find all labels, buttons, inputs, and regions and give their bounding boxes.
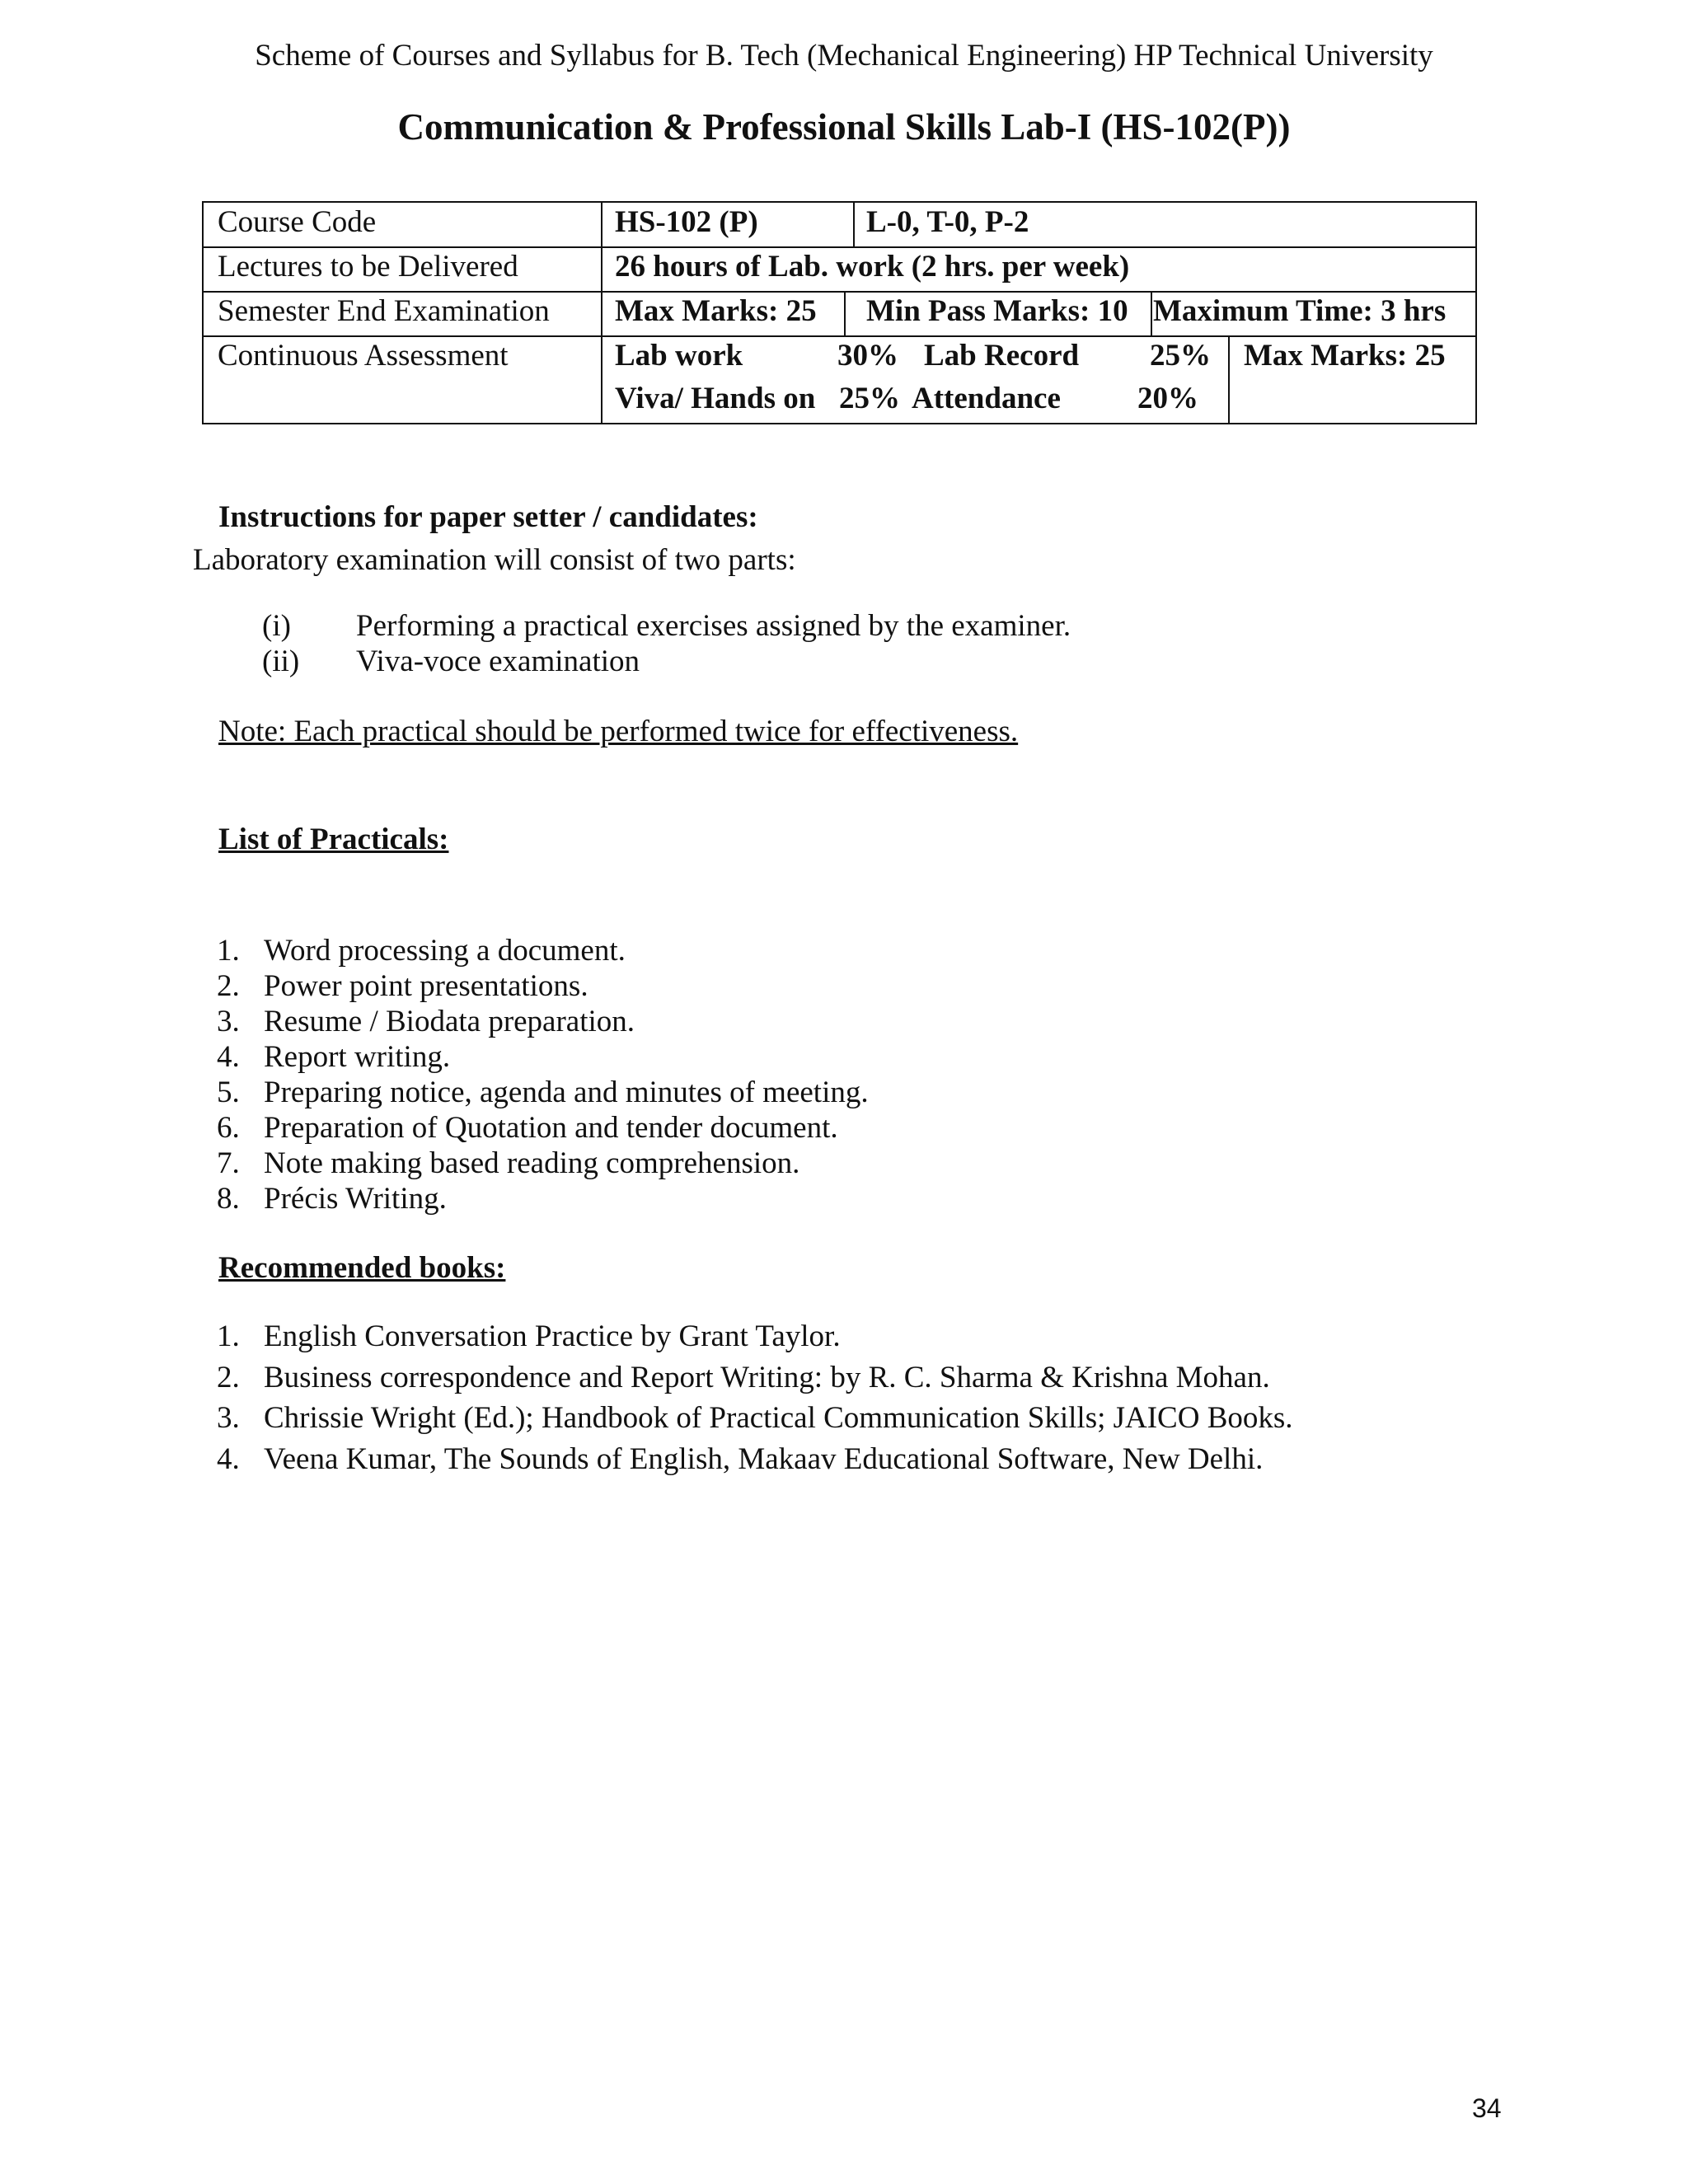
- page-header: Scheme of Courses and Syllabus for B. Tech (Mechanical Engineering) HP Technical University: [255, 39, 1433, 73]
- list-item-number: 6.: [217, 1111, 240, 1145]
- table-col-divider: [1151, 291, 1152, 335]
- ca-viva: Viva/ Hands on: [615, 382, 816, 415]
- table-col-divider: [853, 203, 855, 246]
- book-item: Chrissie Wright (Ed.); Handbook of Practical Communication Skills; JAICO Books.: [264, 1401, 1293, 1435]
- ca-lab-record-pct: 25%: [1150, 339, 1211, 373]
- books-heading: Recommended books:: [218, 1251, 506, 1285]
- list-item-number: 4.: [217, 1040, 240, 1074]
- ca-lab-record: Lab Record: [924, 339, 1080, 373]
- part-number: (i): [262, 609, 291, 643]
- list-item: Précis Writing.: [264, 1182, 447, 1216]
- course-title: Communication & Professional Skills Lab-I (HS-102(P)): [397, 106, 1291, 148]
- max-time-value: Maximum Time: 3 hrs: [1153, 294, 1447, 328]
- instructions-intro: Laboratory examination will consist of two parts:: [193, 543, 796, 577]
- ca-viva-pct: 25%: [839, 382, 900, 415]
- list-item: Report writing.: [264, 1040, 451, 1074]
- ltp-value: L-0, T-0, P-2: [866, 205, 1029, 239]
- book-item: Veena Kumar, The Sounds of English, Makaav Educational Software, New Delhi.: [264, 1442, 1264, 1476]
- list-item-number: 2.: [217, 1361, 240, 1394]
- ca-lab-work: Lab work: [615, 339, 743, 373]
- table-row-divider: [204, 246, 1475, 248]
- min-pass-marks-value: Min Pass Marks: 10: [866, 294, 1128, 328]
- course-code-value: HS-102 (P): [615, 205, 758, 239]
- table-col-divider: [844, 291, 846, 335]
- ca-label: Continuous Assessment: [218, 339, 509, 373]
- list-item: Word processing a document.: [264, 934, 626, 968]
- list-item-number: 3.: [217, 1401, 240, 1435]
- list-item-number: 5.: [217, 1076, 240, 1109]
- list-item-number: 1.: [217, 934, 240, 968]
- list-item: Power point presentations.: [264, 969, 588, 1003]
- table-row-divider: [204, 291, 1475, 293]
- table-row-divider: [204, 335, 1475, 337]
- table-col-divider: [1228, 335, 1230, 423]
- list-item: Note making based reading comprehension.: [264, 1146, 800, 1180]
- instructions-heading: Instructions for paper setter / candidates:: [218, 500, 758, 534]
- list-item-number: 1.: [217, 1319, 240, 1353]
- table-col-divider: [601, 203, 603, 423]
- list-item: Preparing notice, agenda and minutes of meeting.: [264, 1076, 869, 1109]
- lectures-label: Lectures to be Delivered: [218, 250, 518, 284]
- instructions-note: Note: Each practical should be performed twice for effectiveness.: [218, 715, 1019, 748]
- part-text: Viva-voce examination: [356, 644, 640, 678]
- max-marks-value: Max Marks: 25: [615, 294, 817, 328]
- course-code-label: Course Code: [218, 205, 377, 239]
- ca-attendance: Attendance: [912, 382, 1061, 415]
- list-item-number: 3.: [217, 1005, 240, 1038]
- course-details-table: [202, 201, 1477, 424]
- list-item-number: 2.: [217, 969, 240, 1003]
- ca-lab-work-pct: 30%: [837, 339, 898, 373]
- part-text: Performing a practical exercises assigned by the examiner.: [356, 609, 1071, 643]
- part-number: (ii): [262, 644, 300, 678]
- book-item: Business correspondence and Report Writing: by R. C. Sharma & Krishna Mohan.: [264, 1361, 1270, 1394]
- list-item-number: 7.: [217, 1146, 240, 1180]
- list-item: Preparation of Quotation and tender document.: [264, 1111, 838, 1145]
- list-item-number: 8.: [217, 1182, 240, 1216]
- list-item-number: 4.: [217, 1442, 240, 1476]
- book-item: English Conversation Practice by Grant Taylor.: [264, 1319, 841, 1353]
- lectures-value: 26 hours of Lab. work (2 hrs. per week): [615, 250, 1130, 284]
- see-label: Semester End Examination: [218, 294, 550, 328]
- practicals-heading: List of Practicals:: [218, 823, 449, 856]
- ca-attendance-pct: 20%: [1137, 382, 1198, 415]
- list-item: Resume / Biodata preparation.: [264, 1005, 635, 1038]
- page-number: 34: [1472, 2093, 1502, 2123]
- ca-max-marks: Max Marks: 25: [1244, 339, 1446, 373]
